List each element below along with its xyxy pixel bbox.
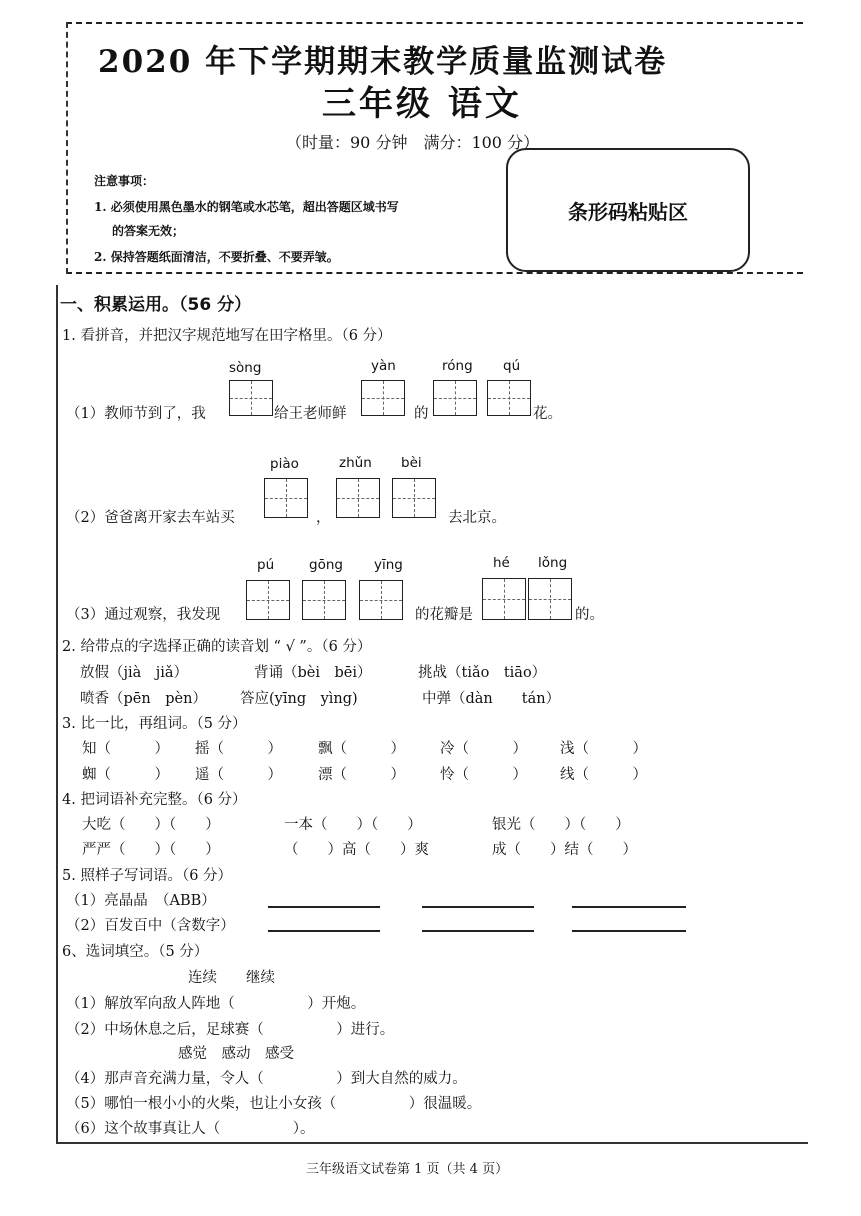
tianzige-box[interactable] [246,580,290,620]
q1-3-text: 的花瓣是 [415,607,473,623]
q6-sentence: （2）中场休息之后，足球赛（ ）进行。 [66,1022,395,1038]
barcode-area [506,148,750,272]
tianzige-box[interactable] [487,380,531,416]
pinyin: zhǔn [339,455,372,471]
q2-item: 中弹（dàn tán） [422,691,561,707]
answer-line[interactable] [422,906,534,908]
q2-item: 喷香（pēn pèn） [80,691,207,707]
tianzige-box[interactable] [302,580,346,620]
section-title: 一、积累运用。（56 分） [60,295,252,315]
answer-line[interactable] [572,930,686,932]
q1-title: 1. 看拼音，并把汉字规范地写在田字格里。（6 分） [62,328,392,344]
pinyin: róng [442,358,473,374]
pinyin: sòng [229,360,262,376]
q2-item: 背诵（bèi bēi） [254,665,372,681]
q3-item: 浅（ ） [560,741,647,757]
q6-word-choices: 连续 继续 [188,970,275,986]
q1-1-text: 花。 [533,406,562,422]
note-1-cont: 的答案无效； [112,224,185,238]
tianzige-box[interactable] [482,578,526,620]
pinyin: yīng [374,557,403,573]
pinyin: yàn [371,358,396,374]
q2-item: 放假（jià jiǎ） [80,665,189,681]
bottom-rule [56,1142,808,1144]
q4-item: （ ）高（ ）爽 [284,842,429,858]
q6-word-choices: 感觉 感动 感受 [178,1046,294,1062]
q3-item: 怜（ ） [440,767,527,783]
left-margin-rule [56,285,58,1143]
q3-item: 摇（ ） [195,741,282,757]
q1-3-text: 的。 [575,607,604,623]
answer-line[interactable] [268,906,380,908]
q3-title: 3. 比一比，再组词。（5 分） [62,716,247,732]
q3-item: 遥（ ） [195,767,282,783]
q6-sentence: （6）这个故事真让人（ ）。 [66,1121,315,1137]
answer-line[interactable] [572,906,686,908]
q5-item: （2）百发百中（含数字） [66,918,235,934]
pinyin: piào [270,456,299,472]
pinyin: bèi [401,455,422,471]
q1-2-text: （2）爸爸离开家去车站买 [66,510,235,526]
pinyin: pú [257,557,275,573]
q3-item: 漂（ ） [318,767,405,783]
tianzige-box[interactable] [336,478,380,518]
q6-sentence: （5）哪怕一根小小的火柴，也让小女孩（ ）很温暖。 [66,1096,482,1112]
q3-item: 知（ ） [82,741,169,757]
q4-title: 4. 把词语补充完整。（6 分） [62,792,247,808]
note-1: 1. 必须使用黑色墨水的钢笔或水芯笔，超出答题区域书写 [94,200,399,214]
q1-3-text: （3）通过观察，我发现 [66,607,221,623]
barcode-label: 条形码粘贴区 [568,199,688,224]
q3-item: 飘（ ） [318,741,405,757]
q1-1-text: 给王老师鲜 [274,406,347,422]
q1-2-text: ， [316,510,331,526]
q3-item: 蜘（ ） [82,767,169,783]
pinyin: lǒng [538,555,568,571]
q5-title: 5. 照样子写词语。（6 分） [62,868,233,884]
exam-title: 2020 年下学期期末教学质量监测试卷 [98,44,668,80]
q1-2-text: 去北京。 [448,510,506,526]
q6-sentence: （1）解放军向敌人阵地（ ）开炮。 [66,996,366,1012]
tianzige-box[interactable] [433,380,477,416]
exam-subtitle: 三年级 语文 [322,84,522,124]
tianzige-box[interactable] [264,478,308,518]
pinyin: hé [493,555,510,571]
q2-title: 2. 给带点的字选择正确的读音划 “ √ ”。（6 分） [62,639,372,655]
q5-item: （1）亮晶晶 （ABB） [66,893,216,909]
q4-item: 一本（ ）（ ） [284,817,422,833]
tianzige-box[interactable] [528,578,572,620]
q4-item: 严严（ ）（ ） [82,842,220,858]
q6-sentence: （4）那声音充满力量，令人（ ）到大自然的威力。 [66,1071,467,1087]
tianzige-box[interactable] [229,380,273,416]
page-footer: 三年级语文试卷第 1 页（共 4 页） [306,1162,509,1177]
pinyin: qú [503,358,521,374]
q2-item: 答应(yīng yìng) [240,691,358,707]
q4-item: 银光（ ）（ ） [492,817,630,833]
q3-item: 线（ ） [560,767,647,783]
q4-item: 大吃（ ）（ ） [82,817,220,833]
q4-item: 成（ ）结（ ） [492,842,637,858]
note-2: 2. 保持答题纸面清洁，不要折叠、不要弄皱。 [94,250,339,264]
answer-line[interactable] [268,930,380,932]
tianzige-box[interactable] [361,380,405,416]
q1-1-text: （1）教师节到了，我 [66,406,206,422]
q1-1-text: 的 [414,406,429,422]
pinyin: gōng [309,557,343,573]
exam-meta: （时量：90 分钟 满分：100 分） [286,133,540,152]
tianzige-box[interactable] [392,478,436,518]
q2-item: 挑战（tiǎo tiāo） [418,665,547,681]
answer-line[interactable] [422,930,534,932]
notes-title: 注意事项： [94,174,155,188]
q6-title: 6、选词填空。（5 分） [62,944,209,960]
q3-item: 冷（ ） [440,741,527,757]
tianzige-box[interactable] [359,580,403,620]
